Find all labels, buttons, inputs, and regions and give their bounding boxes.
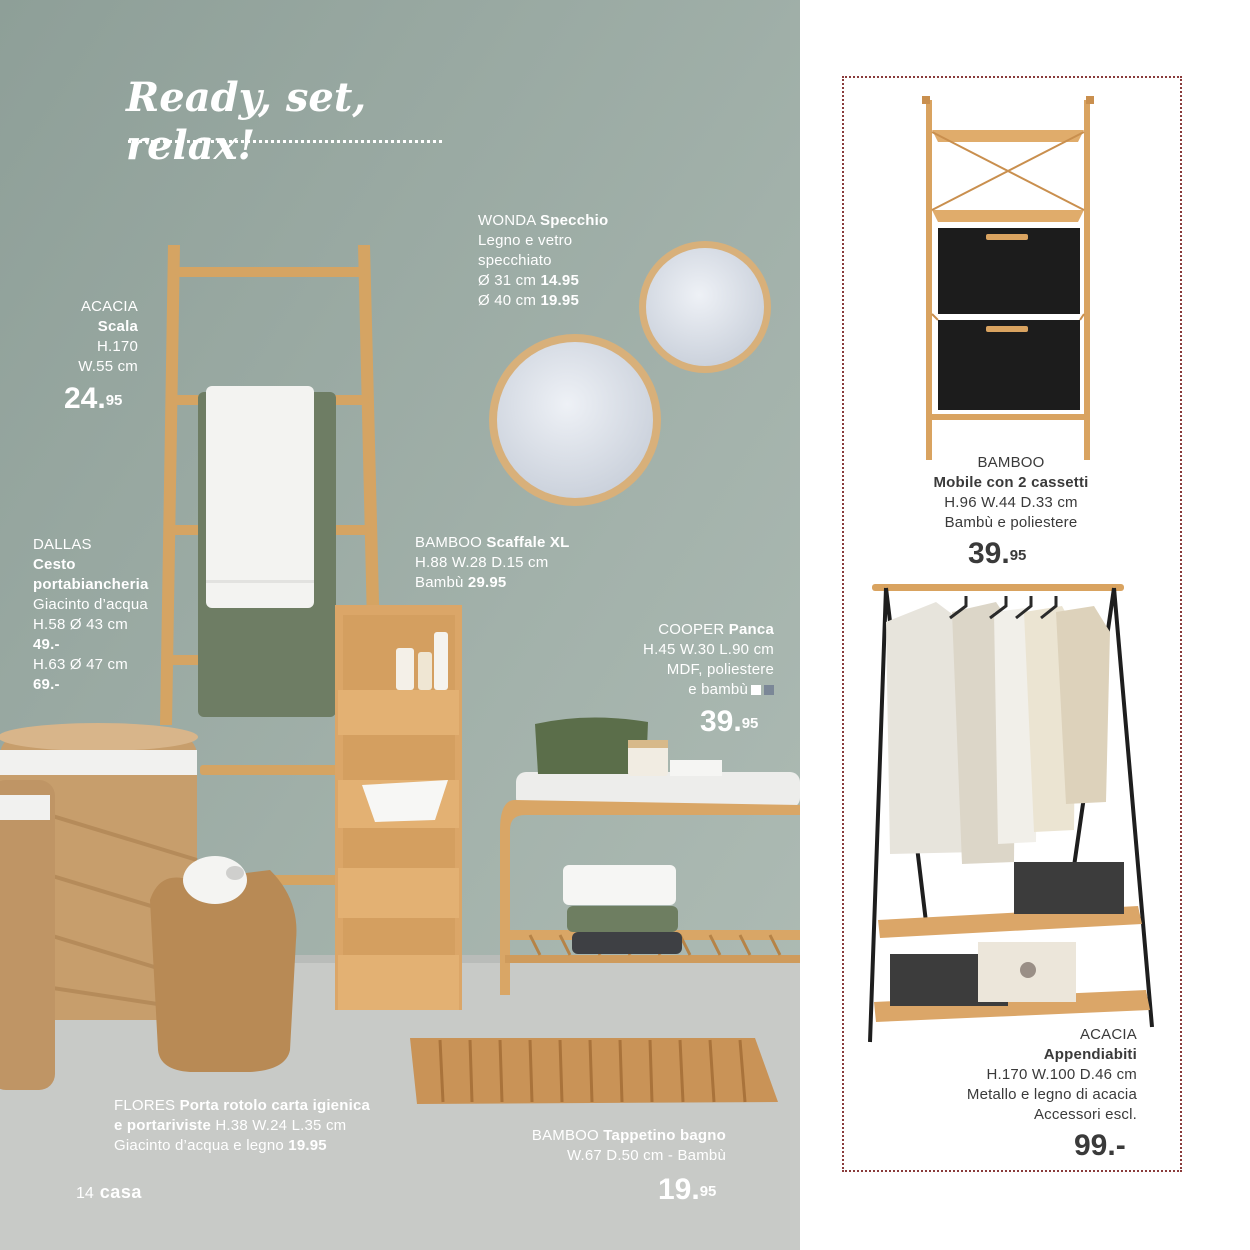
acacia-clothes-rack-image: [866, 572, 1156, 1050]
acacia-ladder-dim-2: W.55 cm: [78, 358, 138, 375]
bamboo-shelf-name: BAMBOO: [415, 534, 483, 551]
page-title: Ready, set, relax!: [126, 74, 367, 169]
flores-name: FLORES: [114, 1097, 176, 1114]
bamboo-drawer-price: 39.95: [968, 537, 1027, 570]
flores-dims: H.38 W.24 L.35 cm: [215, 1117, 347, 1134]
cooper-material-2: e bambù: [688, 681, 748, 698]
bath-mat: [410, 1038, 778, 1104]
bamboo-drawer-label: [900, 453, 1122, 533]
flores-type-2: e portariviste: [114, 1117, 212, 1134]
wonda-size-1: Ø 31 cm: [478, 272, 537, 289]
wonda-price-1: 14.95: [540, 272, 580, 289]
wonda-mirror-label: [478, 211, 648, 311]
bamboo-drawer-type: Mobile con 2 cassetti: [933, 474, 1089, 491]
wonda-size-2: Ø 40 cm: [478, 292, 537, 309]
acacia-ladder-dim-1: H.170: [96, 338, 138, 355]
toilet-roll-basket: [150, 856, 296, 1072]
dallas-size-1: H.58 Ø 43 cm: [33, 616, 128, 633]
bamboo-drawer-name: BAMBOO: [977, 454, 1045, 471]
flores-type-1: Porta rotolo carta igienica: [179, 1097, 371, 1114]
wonda-material-1: Legno e vetro: [478, 232, 573, 249]
bamboo-drawer-dims: H.96 W.44 D.33 cm: [944, 494, 1078, 511]
cooper-type: Panca: [728, 621, 774, 638]
acacia-ladder-name: ACACIA: [80, 298, 138, 315]
wonda-type: Specchio: [540, 212, 609, 229]
dallas-type-2: portabiancheria: [33, 576, 149, 593]
flores-holder-label: [114, 1096, 384, 1156]
cooper-price: 39.95: [700, 705, 759, 738]
dallas-price-1: 49.-: [33, 636, 60, 653]
bamboo-shelf-unit: [335, 605, 462, 1010]
cooper-material-1: MDF, poliestere: [666, 661, 774, 678]
acacia-rack-dims: H.170 W.100 D.46 cm: [986, 1066, 1137, 1083]
dallas-price-2: 69.-: [33, 676, 60, 693]
flores-material: Giacinto d’acqua e legno: [114, 1137, 284, 1154]
acacia-rack-price: 99.-: [1074, 1129, 1126, 1162]
acacia-ladder-type: Scala: [97, 318, 138, 335]
page-number: 14: [76, 1185, 94, 1202]
wonda-price-2: 19.95: [540, 292, 580, 309]
color-swatch-grey: [764, 685, 774, 695]
acacia-ladder-label: [40, 297, 138, 377]
bamboo-mat-dims: W.67 D.50 cm - Bambù: [566, 1147, 726, 1164]
acacia-ladder-price: 24.95: [64, 382, 123, 415]
bamboo-shelf-material: Bambù: [415, 574, 464, 591]
cooper-bench-label: [600, 620, 774, 700]
bamboo-shelf-dims: H.88 W.28 D.15 cm: [415, 554, 549, 571]
color-swatch-white: [751, 685, 761, 695]
bamboo-drawer-material: Bambù e poliestere: [944, 514, 1078, 531]
dallas-size-2: H.63 Ø 47 cm: [33, 656, 128, 673]
wonda-material-2: specchiato: [478, 252, 552, 269]
cooper-name: COOPER: [658, 621, 725, 638]
casa-logo: casa: [99, 1182, 142, 1202]
cooper-dims: H.45 W.30 L.90 cm: [643, 641, 774, 658]
dallas-basket-label: [33, 535, 173, 695]
mirror-small: [639, 241, 771, 373]
bamboo-shelf-label: [415, 533, 595, 593]
dallas-type-1: Cesto: [33, 556, 76, 573]
bamboo-mat-label: [510, 1126, 726, 1166]
title-dotted-rule: [128, 140, 442, 143]
bamboo-mat-price: 19.95: [658, 1173, 717, 1206]
mirror-large: [489, 334, 661, 506]
bamboo-shelf-price: 29.95: [467, 574, 507, 591]
acacia-rack-note: Accessori escl.: [1033, 1106, 1137, 1123]
bamboo-drawer-unit-image: [920, 92, 1100, 464]
wonda-name: WONDA: [478, 212, 536, 229]
dallas-name: DALLAS: [33, 536, 92, 553]
acacia-rack-type: Appendiabiti: [1043, 1046, 1137, 1063]
acacia-rack-label: [930, 1025, 1137, 1125]
bamboo-mat-name: BAMBOO: [531, 1127, 599, 1144]
bamboo-shelf-type: Scaffale XL: [486, 534, 570, 551]
laundry-basket-small: [0, 780, 55, 1090]
acacia-rack-name: ACACIA: [1079, 1026, 1137, 1043]
acacia-rack-material: Metallo e legno di acacia: [966, 1086, 1137, 1103]
white-towel: [206, 386, 314, 608]
page-footer: [76, 1182, 142, 1203]
bamboo-mat-type: Tappetino bagno: [603, 1127, 726, 1144]
dallas-material: Giacinto d’acqua: [33, 596, 148, 613]
flores-price: 19.95: [288, 1137, 327, 1154]
